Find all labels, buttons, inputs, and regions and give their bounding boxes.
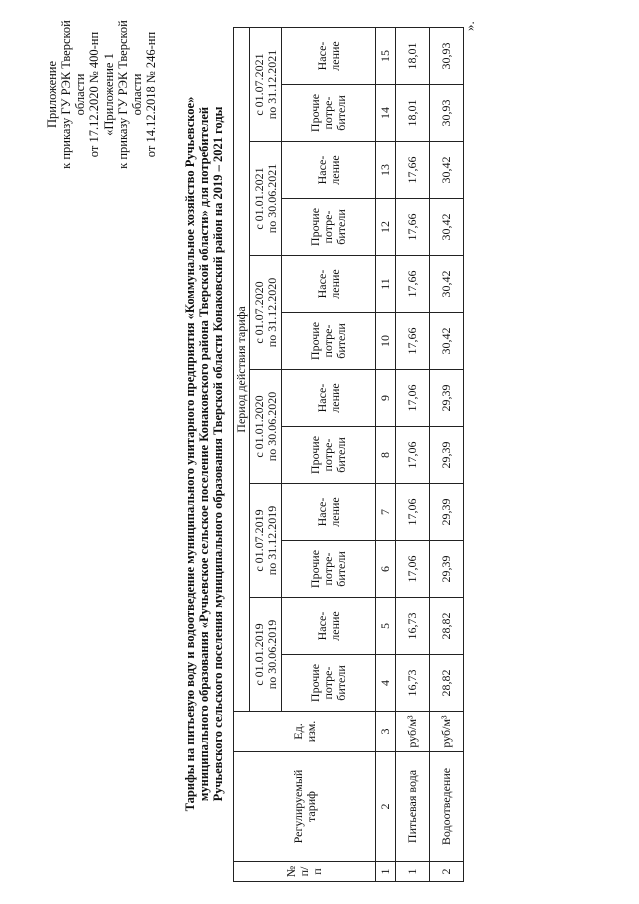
col-number-header: № п/ п bbox=[234, 862, 376, 882]
table-row bbox=[430, 27, 464, 881]
consumer-other-header: Прочие потре- бители bbox=[282, 199, 376, 256]
value-cell: 30,42 bbox=[430, 199, 464, 256]
consumer-other-header: Прочие потре- бители bbox=[282, 427, 376, 484]
consumer-population-header: Насе- ление bbox=[282, 256, 376, 313]
title-line: муниципального образования «Ручьевское сельское поселение Конаковского района Тверской области» для потребителей bbox=[197, 106, 211, 802]
period-cell: с 01.07.2021 по 31.12.2021 bbox=[250, 27, 282, 141]
appendix-line: к приказу ГУ РЭК Тверской области bbox=[59, 20, 87, 169]
closing-quote-mark: ». bbox=[462, 21, 477, 31]
row-unit: руб/м³ bbox=[430, 712, 464, 752]
value-cell: 30,42 bbox=[430, 256, 464, 313]
value-cell: 18,01 bbox=[396, 27, 430, 84]
prior-appendix-line: к приказу ГУ РЭК Тверской области bbox=[116, 20, 144, 169]
value-cell: 29,39 bbox=[430, 541, 464, 598]
value-cell: 17,66 bbox=[396, 199, 430, 256]
period-cell: с 01.01.2019 по 30.06.2019 bbox=[250, 598, 282, 712]
consumer-population-header: Насе- ление bbox=[282, 27, 376, 84]
period-cell: с 01.01.2020 по 30.06.2020 bbox=[250, 370, 282, 484]
document-title bbox=[183, 44, 225, 864]
value-cell: 29,39 bbox=[430, 427, 464, 484]
index-cell: 4 bbox=[376, 655, 396, 712]
col-unit-header: Ед. изм. bbox=[234, 712, 376, 752]
index-cell: 9 bbox=[376, 370, 396, 427]
value-cell: 29,39 bbox=[430, 370, 464, 427]
value-cell: 30,93 bbox=[430, 27, 464, 84]
table-row bbox=[396, 27, 430, 881]
consumer-population-header: Насе- ление bbox=[282, 484, 376, 541]
period-cell: с 01.07.2020 по 31.12.2020 bbox=[250, 256, 282, 370]
col-tariff-header: Регулируемый тариф bbox=[234, 752, 376, 862]
consumer-population-header: Насе- ление bbox=[282, 370, 376, 427]
consumer-population-header: Насе- ление bbox=[282, 598, 376, 655]
value-cell: 16,73 bbox=[396, 598, 430, 655]
index-cell: 11 bbox=[376, 256, 396, 313]
value-cell: 17,06 bbox=[396, 541, 430, 598]
appendix-header bbox=[45, 0, 101, 189]
index-cell: 8 bbox=[376, 427, 396, 484]
value-cell: 28,82 bbox=[430, 598, 464, 655]
index-cell: 2 bbox=[376, 752, 396, 862]
value-cell: 17,66 bbox=[396, 313, 430, 370]
index-cell: 3 bbox=[376, 712, 396, 752]
row-number: 1 bbox=[396, 862, 430, 882]
appendix-line: Приложение bbox=[45, 60, 59, 129]
index-cell: 1 bbox=[376, 862, 396, 882]
consumer-other-header: Прочие потре- бители bbox=[282, 85, 376, 142]
value-cell: 29,39 bbox=[430, 484, 464, 541]
prior-appendix-line: «Приложение 1 bbox=[102, 53, 116, 136]
period-cell: с 01.07.2019 по 31.12.2019 bbox=[250, 484, 282, 598]
index-cell: 6 bbox=[376, 541, 396, 598]
value-cell: 16,73 bbox=[396, 655, 430, 712]
value-cell: 30,42 bbox=[430, 313, 464, 370]
title-line: Ручьевского сельского поселения муниципального образования Тверской области Конаковский район на 2019 – 2021 годы bbox=[211, 106, 225, 802]
row-tariff: Водоотведение bbox=[430, 752, 464, 862]
value-cell: 30,93 bbox=[430, 85, 464, 142]
value-cell: 17,66 bbox=[396, 256, 430, 313]
index-cell: 14 bbox=[376, 85, 396, 142]
appendix-line: от 17.12.2020 № 400-нп bbox=[87, 31, 101, 158]
index-cell: 13 bbox=[376, 142, 396, 199]
consumer-other-header: Прочие потре- бители bbox=[282, 541, 376, 598]
consumer-population-header: Насе- ление bbox=[282, 142, 376, 199]
index-cell: 10 bbox=[376, 313, 396, 370]
period-header: Период действия тарифа bbox=[234, 27, 250, 711]
row-unit: руб/м³ bbox=[396, 712, 430, 752]
value-cell: 17,06 bbox=[396, 370, 430, 427]
index-cell: 7 bbox=[376, 484, 396, 541]
value-cell: 17,66 bbox=[396, 142, 430, 199]
row-tariff: Питьевая вода bbox=[396, 752, 430, 862]
index-cell: 5 bbox=[376, 598, 396, 655]
column-index-row bbox=[376, 27, 396, 881]
value-cell: 28,82 bbox=[430, 655, 464, 712]
prior-appendix-header bbox=[102, 0, 158, 189]
prior-appendix-line: от 14.12.2018 № 246-нп bbox=[144, 31, 158, 158]
consumer-other-header: Прочие потре- бители bbox=[282, 655, 376, 712]
index-cell: 15 bbox=[376, 27, 396, 84]
value-cell: 17,06 bbox=[396, 427, 430, 484]
index-cell: 12 bbox=[376, 199, 396, 256]
value-cell: 30,42 bbox=[430, 142, 464, 199]
title-line: Тарифы на питьевую воду и водоотведение муниципального унитарного предприятия «Коммунальное хозяйство Ручьевское» bbox=[183, 96, 197, 812]
value-cell: 18,01 bbox=[396, 85, 430, 142]
row-number: 2 bbox=[430, 862, 464, 882]
tariff-table bbox=[233, 27, 464, 882]
consumer-other-header: Прочие потре- бители bbox=[282, 313, 376, 370]
value-cell: 17,06 bbox=[396, 484, 430, 541]
period-cell: с 01.01.2021 по 30.06.2021 bbox=[250, 142, 282, 256]
